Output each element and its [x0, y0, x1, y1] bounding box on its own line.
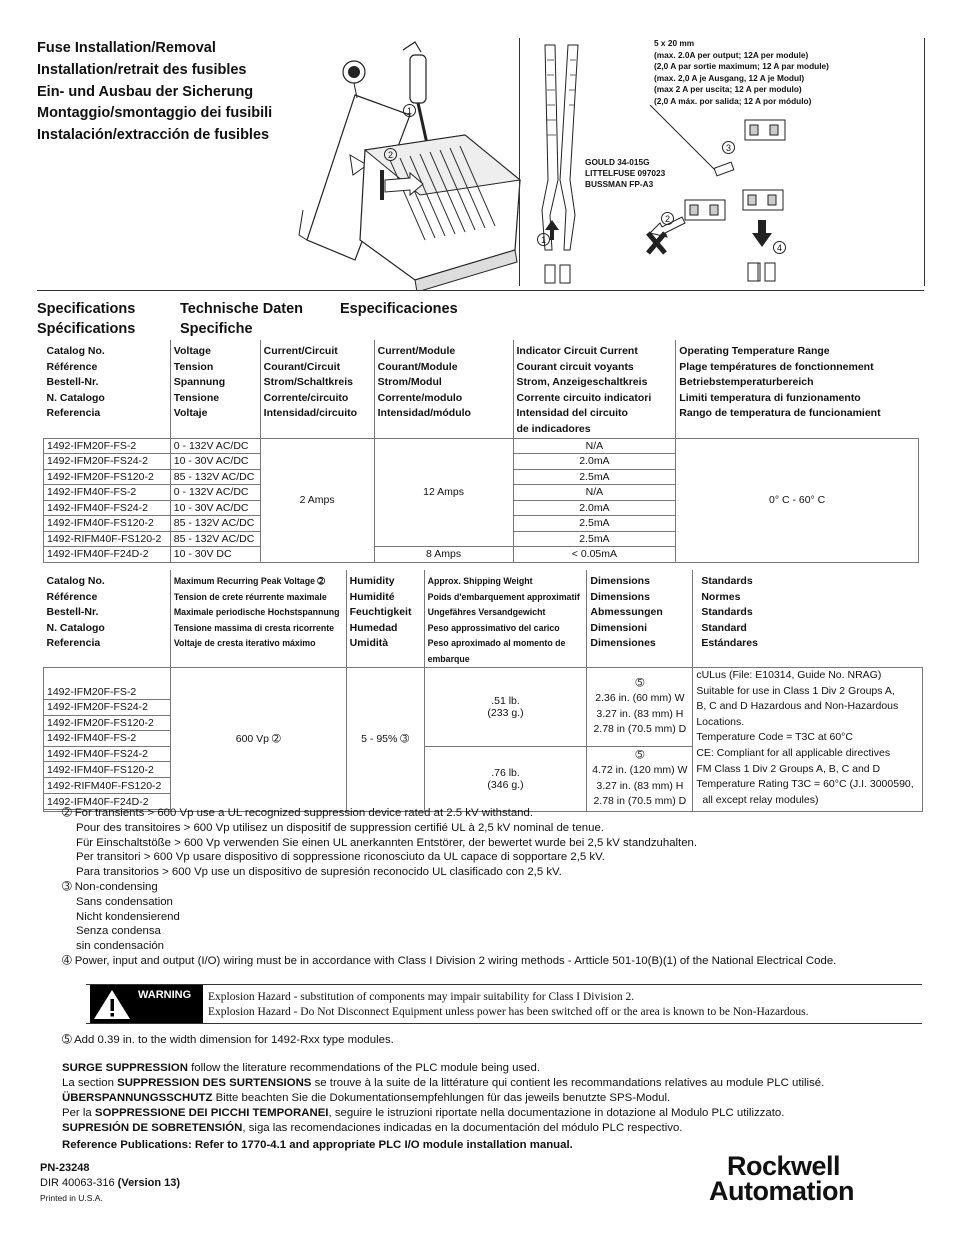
note-line: ➁ For transients > 600 Vp use a UL recognized suppression device rated at 2.5 kV withstand.: [62, 807, 534, 819]
catalog-cell: 1492-IFM40F-F24D-2: [44, 547, 171, 563]
spec-heading: Technische Daten: [180, 301, 304, 317]
fuse-spec-line: (2,0 A par sortie maximum; 12 A par module): [654, 61, 829, 72]
figure-divider: [924, 38, 925, 286]
fuse-spec-line: (max. 2,0 A je Ausgang, 12 A je Modul): [654, 72, 805, 83]
header-catalog: Catalog No. Référence Bestell-Nr. N. Catalogo Referencia: [46, 575, 105, 649]
weight-cell: .51 lb. (233 g.): [424, 668, 587, 747]
voltage-cell: 0 - 132V AC/DC: [170, 438, 260, 454]
callout: 2: [384, 148, 397, 161]
note-line: Senza condensa: [76, 925, 161, 938]
dir-number: DIR 40063-316 (Version 13): [40, 1177, 181, 1189]
current-circuit-cell: 2 Amps: [260, 438, 374, 562]
voltage-cell: 0 - 132V AC/DC: [170, 485, 260, 501]
header-current-module: Current/Module Courant/Module Strom/Modul Corrente/modulo Intensidad/módulo: [374, 340, 513, 438]
fuse-spec-line: (max 2 A per uscita; 12 A per modulo): [654, 84, 802, 95]
weight-cell: .76 lb. (346 g.): [424, 746, 587, 811]
note-line: ➄ Add 0.39 in. to the width dimension for 1492-Rxx type modules.: [62, 1034, 394, 1046]
catalog-cell: 1492-IFM40F-FS24-2: [44, 500, 171, 516]
surge-line: ÜBERSPANNUNGSSCHUTZ Bitte beachten Sie die Dokumentationsempfehlungen für das jeweils benutzte SPS-Modul.: [62, 1092, 671, 1104]
catalog-cell: 1492-IFM20F-FS-2: [44, 668, 171, 700]
catalog-cell: 1492-IFM20F-FS24-2: [44, 700, 171, 716]
surge-line: SUPRESIÓN DE SOBRETENSIÓN, siga las recomendaciones indicadas en la documentación del módulo PLC respectivo.: [62, 1122, 683, 1134]
logo-line: Automation: [709, 1176, 854, 1206]
humidity-cell: 5 - 95% ➂: [346, 668, 424, 812]
catalog-cell: 1492-IFM20F-FS120-2: [44, 715, 171, 731]
callout: 4: [773, 241, 786, 254]
surge-suppression: [62, 1061, 932, 1136]
catalog-cell: 1492-IFM20F-FS-2: [44, 438, 171, 454]
fuse-spec-text: [654, 38, 829, 108]
warning-line: Explosion Hazard - substitution of components may impair suitability for Class I Division 2.: [208, 991, 635, 1003]
footnotes: [62, 806, 922, 969]
indicator-cell: 2.5mA: [513, 469, 676, 485]
section-rule: [37, 290, 924, 291]
callout: 1: [403, 104, 416, 117]
module-illustration: [295, 40, 535, 290]
printed-in: Printed in U.S.A.: [40, 1193, 103, 1203]
note-line: ➂ Non-condensing: [62, 880, 158, 893]
title-block: [37, 38, 272, 147]
surge-line: Per la SOPPRESSIONE DEI PICCHI TEMPORANEI, seguire le istruzioni riportate nella documentazione in dotazione al Modulo PLC utilizzato.: [62, 1107, 785, 1119]
fuse-spec-line: (max. 2.0A per output; 12A per module): [654, 49, 809, 60]
catalog-cell: 1492-IFM40F-FS120-2: [44, 516, 171, 532]
catalog-cell: 1492-RIFM40F-FS120-2: [44, 531, 171, 547]
dimensions-cell: ➄ 4.72 in. (120 mm) W 3.27 in. (83 mm) H 2.78 in (70.5 mm) D: [587, 746, 693, 811]
header-indicator-current: Indicator Circuit Current Courant circuit voyants Strom, Anzeigeschaltkreis Corrente circuito indicatori Intensidad del circuito de indicadores: [513, 340, 676, 438]
header-dimensions: Dimensions Dimensions Abmessungen Dimensioni Dimensiones: [587, 570, 693, 668]
catalog-cell: 1492-IFM40F-FS24-2: [44, 746, 171, 762]
indicator-cell: 2.0mA: [513, 454, 676, 470]
note-line: Pour des transitoires > 600 Vp utilisez un dispositif de suppression certifié UL à 2,5 kV nominal de tenue.: [76, 821, 604, 834]
spec-table-2: [43, 570, 923, 812]
logo-line: Rockwell: [727, 1151, 841, 1181]
title-line: Installation/retrait des fusibles: [37, 61, 247, 78]
indicator-cell: 2.0mA: [513, 500, 676, 516]
spec-heading: Specifications: [37, 301, 136, 317]
spec-heading: Specifiche: [180, 321, 253, 337]
spec-table-1: [43, 340, 919, 563]
note-line: Für Einschaltstöße > 600 Vp verwenden Sie einen UL anerkannten Entstörer, der bewertet wurde bei 2,5 kV standzuhalten.: [76, 836, 698, 849]
table-header-row: [44, 570, 923, 668]
reference-publications: Reference Publications: Refer to 1770-4.1 and appropriate PLC I/O module installation manual.: [62, 1139, 573, 1151]
header-standards: Standards Normes Standards Standard Estándares: [693, 570, 923, 668]
header-current-circuit: Current/Circuit Courant/Circuit Strom/Schaltkreis Corrente/circuito Intensidad/circuito: [260, 340, 374, 438]
header-catalog: Catalog No. Référence Bestell-Nr. N. Catalogo Referencia: [46, 345, 105, 419]
warning-triangle: [90, 985, 135, 1023]
catalog-cell: 1492-IFM20F-FS120-2: [44, 469, 171, 485]
fuse-brand: BUSSMAN FP-A3: [585, 179, 654, 189]
title-line: Instalación/extracción de fusibles: [37, 127, 270, 144]
callout: 3: [722, 141, 735, 154]
spec-heading: Especificaciones: [340, 301, 458, 317]
figure-divider: [519, 38, 520, 286]
current-module-cell: 8 Amps: [374, 547, 513, 563]
note-line: ➃ Power, input and output (I/O) wiring must be in accordance with Class I Division 2 wiring methods - Artticle 501-10(B)(1) of the National Electrical Code.: [62, 954, 837, 967]
table-row: [44, 438, 919, 454]
note-line: Per transitori > 600 Vp usare dispositivo di soppressione riconosciuto da UL capace di sopportare 2,5 kV.: [76, 851, 605, 864]
standards-cell: cULus (File: E10314, Guide No. NRAG) Suitable for use in Class 1 Div 2 Groups A, B, C and D Hazardous and Non-Hazardous Locations. Temperature Code = T3C at 60°C CE: Compliant for all applicable directives FM Class 1 Div 2 Groups A, B, C and D Temperature Rating T3C = 60°C (J.I. 3000590, all except relay modules): [693, 668, 923, 812]
surge-line: La section SUPPRESSION DES SURTENSIONS se trouve à la suite de la littérature qui contient les recommandations relatives au module PLC utilisé.: [62, 1077, 825, 1089]
note-line: Para transitorios > 600 Vp use un dispositivo de supresión reconocido UL clasificado con 2,5 kV.: [76, 866, 562, 879]
header-peak-voltage: Maximum Recurring Peak Voltage ➁ Tension de crete réurrente maximale Maximale periodische Hochstspannung Tensione massima di cresta ricorrente Voltaje de cresta iterativo máximo: [170, 570, 346, 668]
table-header-row: [44, 340, 919, 438]
warning-line: Explosion Hazard - Do Not Disconnect Equipment unless power has been switched off or the area is known to be Non-Hazardous.: [208, 1005, 809, 1018]
warning-text: [208, 990, 809, 1020]
header-temperature: Operating Temperature Range Plage températures de fonctionnement Betriebstemperaturbereich Limiti temperatura di funzionamento Rango de temperatura de funcionamient: [676, 340, 919, 438]
fuse-brand: GOULD 34-015G: [585, 157, 650, 167]
voltage-cell: 10 - 30V DC: [170, 547, 260, 563]
warning-icon: [90, 985, 135, 1023]
indicator-cell: N/A: [513, 438, 676, 454]
catalog-cell: 1492-RIFM40F-FS120-2: [44, 778, 171, 794]
header-humidity: Humidity Humidité Feuchtigkeit Humedad Umidità: [346, 570, 424, 668]
voltage-cell: 10 - 30V AC/DC: [170, 500, 260, 516]
title-line: Fuse Installation/Removal: [37, 40, 216, 56]
header-weight: Approx. Shipping Weight Poids d'embarquement approximatif Ungefähres Versandgewicht Peso approssimativo del carico Peso aproximado al momento de embarque: [424, 570, 587, 668]
catalog-cell: 1492-IFM20F-FS24-2: [44, 454, 171, 470]
indicator-cell: < 0.05mA: [513, 547, 676, 563]
indicator-cell: 2.5mA: [513, 531, 676, 547]
note-line: Nicht kondensierend: [76, 910, 180, 923]
title-line: Montaggio/smontaggio dei fusibili: [37, 105, 273, 122]
title-line: Ein- und Ausbau der Sicherung: [37, 83, 254, 100]
temperature-cell: 0° C - 60° C: [676, 438, 919, 562]
note-line: Sans condensation: [76, 895, 173, 908]
surge-line: SURGE SUPPRESSION follow the literature recommendations of the PLC module being used.: [62, 1062, 541, 1074]
voltage-cell: 85 - 132V AC/DC: [170, 531, 260, 547]
callout: 1: [537, 233, 550, 246]
catalog-cell: 1492-IFM40F-FS-2: [44, 731, 171, 747]
fuse-clip-illustration: [530, 40, 590, 290]
current-module-cell: 12 Amps: [374, 438, 513, 547]
callout: 2: [661, 212, 674, 225]
catalog-cell: 1492-IFM40F-F24D-2: [44, 794, 171, 810]
indicator-cell: N/A: [513, 485, 676, 501]
warning-label: WARNING: [135, 985, 203, 1023]
catalog-cell: 1492-IFM40F-FS-2: [44, 485, 171, 501]
fuse-holder-illustration: [640, 105, 790, 290]
voltage-cell: 85 - 132V AC/DC: [170, 516, 260, 532]
fuse-brand: LITTELFUSE 097023: [585, 168, 666, 178]
indicator-cell: 2.5mA: [513, 516, 676, 532]
header-voltage: Voltage Tension Spannung Tensione Voltaje: [170, 340, 260, 438]
fuse-spec-line: 5 x 20 mm: [654, 38, 695, 48]
rockwell-logo: [709, 1151, 854, 1206]
catalog-cell: 1492-IFM40F-FS120-2: [44, 762, 171, 778]
voltage-cell: 85 - 132V AC/DC: [170, 469, 260, 485]
spec-heading: Spécifications: [37, 321, 136, 337]
voltage-cell: 10 - 30V AC/DC: [170, 454, 260, 470]
peak-voltage-cell: 600 Vp ➁: [170, 668, 346, 812]
fuse-spec-line: (2,0 A máx. por salida; 12 A por módulo): [654, 95, 812, 106]
table-row: [44, 668, 923, 700]
note-line: sin condensación: [76, 940, 165, 953]
part-number-block: [40, 1161, 180, 1206]
dimensions-cell: ➄ 2.36 in. (60 mm) W 3.27 in. (83 mm) H 2.78 in (70.5 mm) D: [587, 668, 693, 747]
part-number: PN-23248: [40, 1162, 90, 1174]
